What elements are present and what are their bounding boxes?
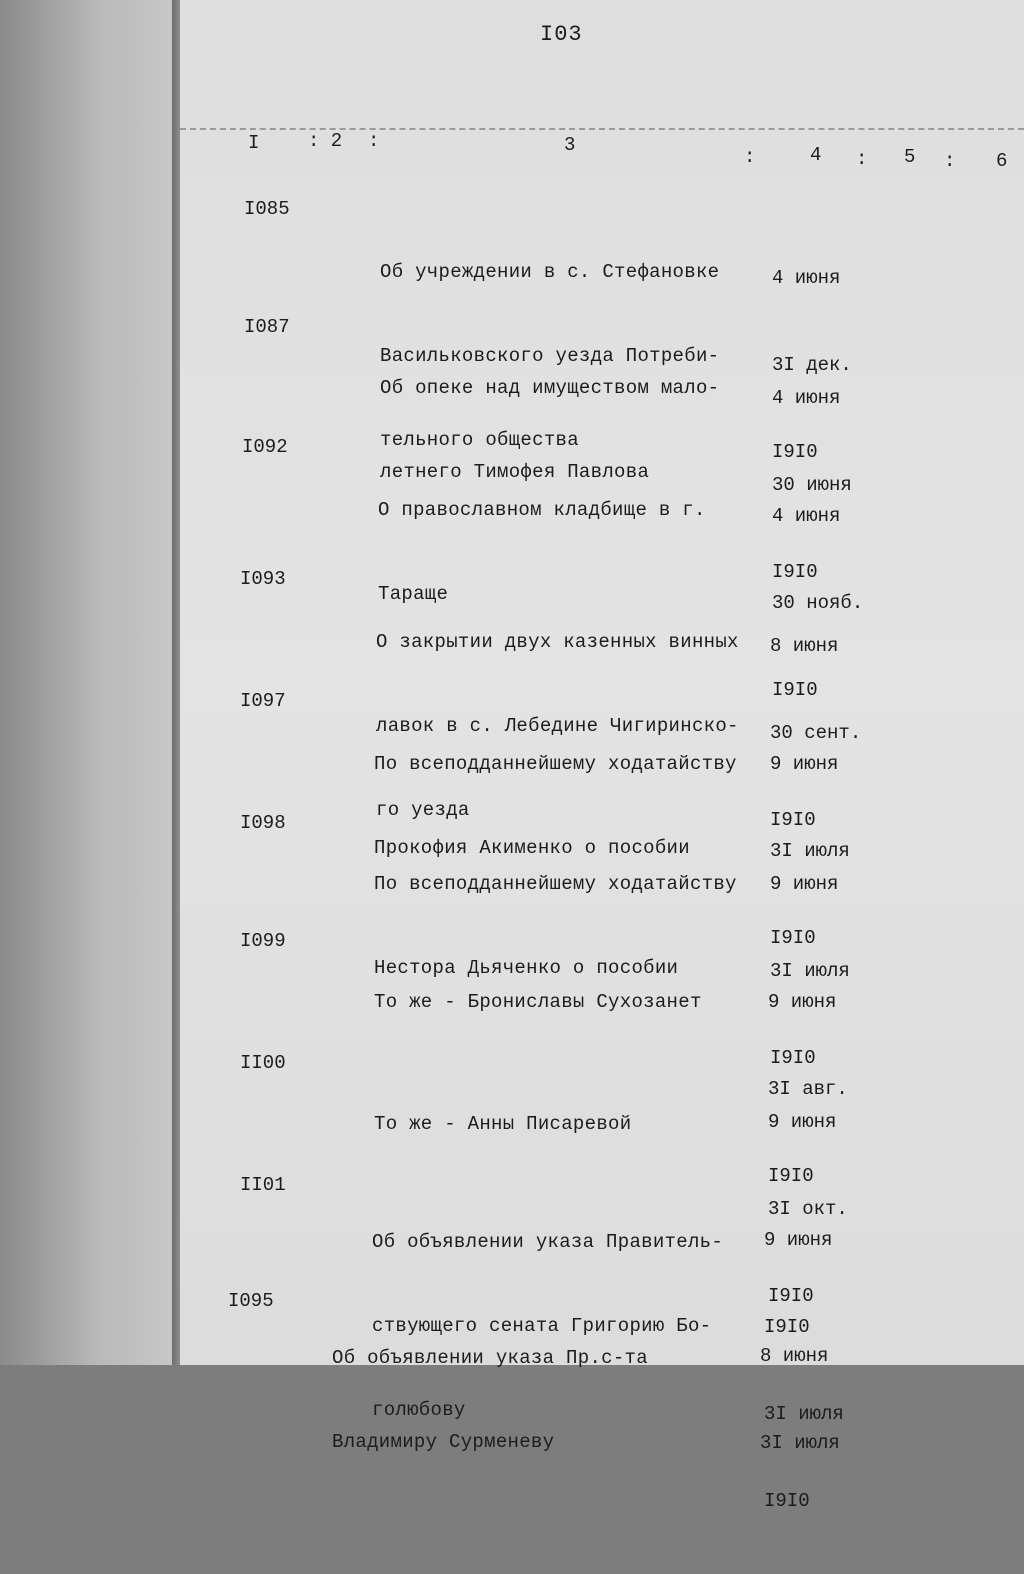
end-date: 3I июля — [764, 1403, 844, 1425]
record-number: I099 — [240, 930, 286, 952]
year: I9I0 — [764, 1316, 810, 1338]
year: I9I0 — [770, 1047, 816, 1069]
record-title — [374, 932, 702, 1072]
year: I9I0 — [770, 927, 816, 949]
column-header-4: 4 — [810, 144, 822, 166]
record-title — [332, 1288, 648, 1512]
end-date: 30 сент. — [770, 722, 862, 744]
end-date: 3I дек. — [772, 354, 852, 376]
column-header-5: 5 — [904, 146, 916, 168]
end-date: 3I июля — [770, 960, 850, 982]
title-line: го уезда — [376, 799, 470, 821]
title-line: Об объявлении указа Пр.с-та — [332, 1347, 648, 1369]
record-number: I092 — [242, 436, 288, 458]
title-line: О православном кладбище в г. — [378, 499, 706, 521]
title-line: То же - Анны Писаревой — [374, 1113, 632, 1135]
column-header-6: 6 — [996, 150, 1008, 172]
column-header-1: I — [248, 132, 260, 154]
record-number: I095 — [228, 1290, 274, 1312]
title-line: Прокофия Акименко о пособии — [374, 837, 690, 859]
title-line: Об опеке над имуществом мало- — [380, 377, 720, 399]
end-date: 30 нояб. — [772, 592, 864, 614]
title-line: Тараще — [378, 583, 449, 605]
title-line: По всеподданнейшему ходатайству — [374, 753, 737, 775]
title-line: голюбову — [372, 1399, 466, 1421]
start-date: 4 июня — [772, 267, 841, 289]
column-separator: : — [856, 148, 868, 170]
title-line: ствующего сената Григорию Бо- — [372, 1315, 712, 1337]
start-date: 9 июня — [764, 1229, 833, 1251]
year: I9I0 — [764, 1490, 810, 1512]
title-line: То же - Брониславы Сухозанет — [374, 991, 702, 1013]
record-number: I087 — [244, 316, 290, 338]
year: I9I0 — [772, 441, 818, 463]
end-date: 3I авг. — [768, 1078, 848, 1100]
title-line: летнего Тимофея Павлова — [380, 461, 650, 483]
end-date: 3I окт. — [768, 1198, 848, 1220]
title-line: Нестора Дьяченко о пособии — [374, 957, 679, 979]
start-date: 9 июня — [770, 873, 839, 895]
year: I9I0 — [772, 679, 818, 701]
facing-page — [0, 0, 180, 1365]
title-line: Владимиру Сурменеву — [332, 1431, 555, 1453]
end-date: 3I июля — [760, 1432, 840, 1454]
start-date: 4 июня — [772, 505, 841, 527]
column-header-3: 3 — [564, 134, 576, 156]
start-date: 9 июня — [768, 991, 837, 1013]
document-page — [180, 0, 1024, 1512]
start-date: 4 июня — [772, 387, 841, 409]
year: I9I0 — [770, 809, 816, 831]
year: I9I0 — [768, 1285, 814, 1307]
start-date: 9 июня — [768, 1111, 837, 1133]
record-number: II01 — [240, 1174, 286, 1196]
record-dates — [760, 1284, 840, 1516]
year: I9I0 — [772, 561, 818, 583]
title-line: тельного общества — [380, 429, 579, 451]
page-number: I03 — [540, 22, 583, 47]
title-line: Об учреждении в с. Стефановке — [380, 261, 720, 283]
column-separator: : — [744, 146, 756, 168]
year: I9I0 — [768, 1165, 814, 1187]
start-date: 8 июня — [760, 1345, 829, 1367]
column-separator: : — [368, 130, 380, 152]
title-line: О закрытии двух казенных винных — [376, 631, 739, 653]
title-line: Васильковского уезда Потреби- — [380, 345, 720, 367]
header-divider — [180, 128, 1024, 130]
column-header-2: : 2 — [308, 130, 343, 152]
title-line: лавок в с. Лебедине Чигиринско- — [376, 715, 739, 737]
record-number: I085 — [244, 198, 290, 220]
column-separator: : — [944, 150, 956, 172]
record-number: I098 — [240, 812, 286, 834]
record-number: I097 — [240, 690, 286, 712]
record-number: I093 — [240, 568, 286, 590]
title-line: Об объявлении указа Правитель- — [372, 1231, 724, 1253]
start-date: 9 июня — [770, 753, 839, 775]
title-line: По всеподданнейшему ходатайству — [374, 873, 737, 895]
record-number: II00 — [240, 1052, 286, 1074]
end-date: 3I июля — [770, 840, 850, 862]
start-date: 8 июня — [770, 635, 839, 657]
end-date: 30 июня — [772, 474, 852, 496]
